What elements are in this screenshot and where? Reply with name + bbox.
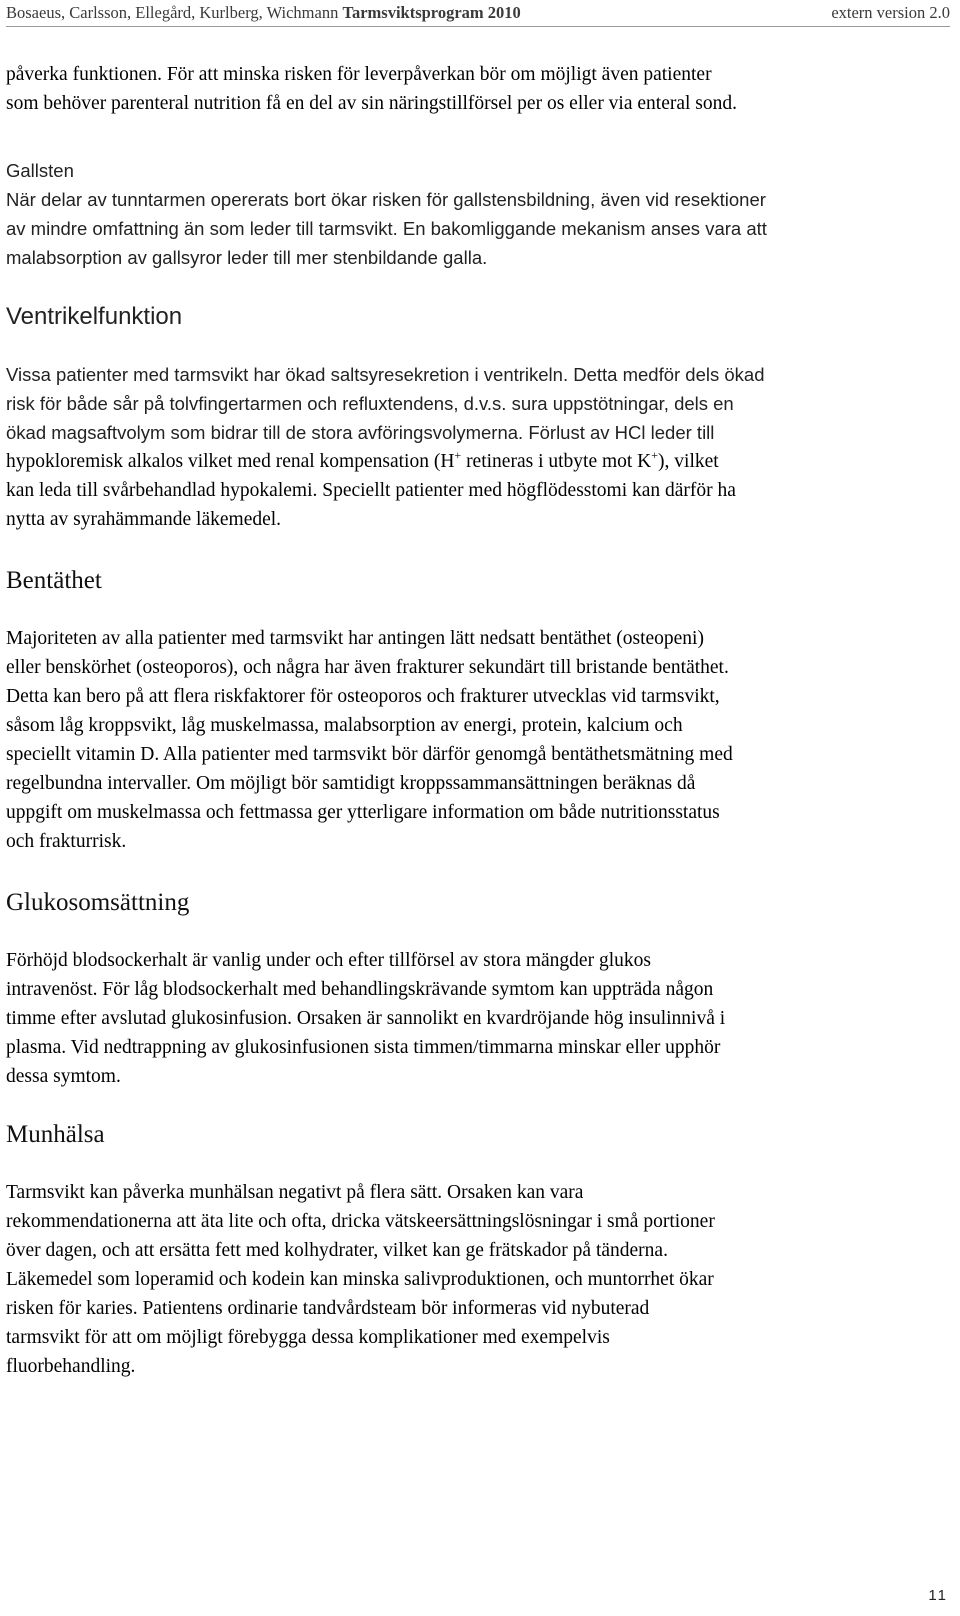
header-authors: Bosaeus, Carlsson, Ellegård, Kurlberg, Wichmann (6, 3, 339, 22)
text-line: När delar av tunntarmen opererats bort ökar risken för gallstensbildning, även vid resektioner (6, 189, 766, 210)
text-line: kan leda till svårbehandlad hypokalemi. Speciellt patienter med högflödesstomi kan därför ha (6, 480, 736, 501)
glukos-paragraph (6, 946, 950, 1091)
gallsten-section (6, 156, 950, 272)
text-line: rekommendationerna att äta lite och ofta, dricka vätskeersättningslösningar i små portioner (6, 1211, 715, 1232)
text-line: fluorbehandling. (6, 1356, 136, 1377)
munhalsa-heading: Munhälsa (6, 1121, 105, 1148)
text-line: Vissa patienter med tarmsvikt har ökad saltsyresekretion i ventrikeln. Detta medför dels ökad (6, 364, 765, 385)
text-line: regelbundna intervaller. Om möjligt bör samtidigt kroppssammansättningen beräknas då (6, 773, 696, 794)
text-segment: retineras i utbyte mot K (461, 451, 652, 472)
text-segment: ), vilket (658, 451, 719, 472)
text-line: Tarmsvikt kan påverka munhälsan negativt på flera sätt. Orsaken kan vara (6, 1182, 584, 1203)
bentathet-paragraph (6, 624, 950, 856)
text-line: intravenöst. För låg blodsockerhalt med behandlingskrävande symtom kan uppträda någon (6, 979, 714, 1000)
header-program: Tarmsviktsprogram 2010 (342, 3, 521, 22)
text-line: speciellt vitamin D. Alla patienter med tarmsvikt bör därför genomgå bentäthetsmätning med (6, 744, 733, 765)
text-line: över dagen, och att ersätta fett med kolhydrater, vilket kan ge frätskador på tänderna. (6, 1240, 668, 1261)
text-line: malabsorption av gallsyror leder till mer stenbildande galla. (6, 247, 488, 268)
text-line: risken för karies. Patientens ordinarie tandvårdsteam bör informeras vid nybuterad (6, 1298, 650, 1319)
gallsten-heading: Gallsten (6, 160, 74, 181)
glukos-heading: Glukosomsättning (6, 889, 190, 916)
text-line: risk för både sår på tolvfingertarmen och refluxtendens, d.v.s. sura uppstötningar, dels en (6, 393, 734, 414)
header-version: extern version 2.0 (831, 3, 950, 22)
text-line: av mindre omfattning än som leder till tarmsvikt. En bakomliggande mekanism anses vara att (6, 218, 767, 239)
text-line: Detta kan bero på att flera riskfaktorer för osteoporos och frakturer utvecklas vid tarmsvikt, (6, 686, 720, 707)
superscript-plus: + (651, 448, 659, 462)
text-line: timme efter avslutad glukosinfusion. Orsaken är sannolikt en kvardröjande hög insulinnivå i (6, 1008, 726, 1029)
text-line: Majoriteten av alla patienter med tarmsvikt har antingen lätt nedsatt bentäthet (osteopeni) (6, 628, 704, 649)
text-line: eller benskörhet (osteoporos), och några har även frakturer sekundärt till bristande bentäthet. (6, 657, 729, 678)
text-line: och frakturrisk. (6, 831, 127, 852)
text-line-hcl (6, 447, 950, 476)
munhalsa-paragraph (6, 1178, 950, 1381)
text-line: såsom låg kroppsvikt, låg muskelmassa, malabsorption av energi, protein, kalcium och (6, 715, 683, 736)
ventrikel-heading: Ventrikelfunktion (6, 303, 183, 330)
text-line: plasma. Vid nedtrappning av glukosinfusionen sista timmen/timmarna minskar eller upphör (6, 1037, 721, 1058)
text-line: Läkemedel som loperamid och kodein kan minska salivproduktionen, och muntorrhet ökar (6, 1269, 714, 1290)
text-line: nytta av syrahämmande läkemedel. (6, 509, 282, 530)
text-line: tarmsvikt för att om möjligt förebygga dessa komplikationer med exempelvis (6, 1327, 610, 1348)
text-line: Förhöjd blodsockerhalt är vanlig under och efter tillförsel av stora mängder glukos (6, 950, 651, 971)
page-number: 11 (928, 1587, 948, 1604)
bentathet-heading: Bentäthet (6, 567, 102, 594)
text-line: som behöver parenteral nutrition få en del av sin näringstillförsel per os eller via enteral sond. (6, 93, 738, 114)
ventrikel-paragraph (6, 360, 950, 534)
text-line: påverka funktionen. För att minska risken för leverpåverkan bör om möjligt även patienter (6, 64, 712, 85)
text-segment: hypokloremisk alkalos vilket med renal kompensation (H (6, 451, 455, 472)
page-header (6, 0, 950, 27)
header-left (6, 3, 521, 23)
text-line: ökad magsaftvolym som bidrar till de stora avföringsvolymerna. Förlust av HCl leder till (6, 422, 715, 443)
text-line: dessa symtom. (6, 1066, 121, 1087)
superscript-plus: + (454, 448, 462, 462)
intro-paragraph (6, 60, 950, 118)
text-line: uppgift om muskelmassa och fettmassa ger ytterligare information om både nutritionsstatus (6, 802, 720, 823)
